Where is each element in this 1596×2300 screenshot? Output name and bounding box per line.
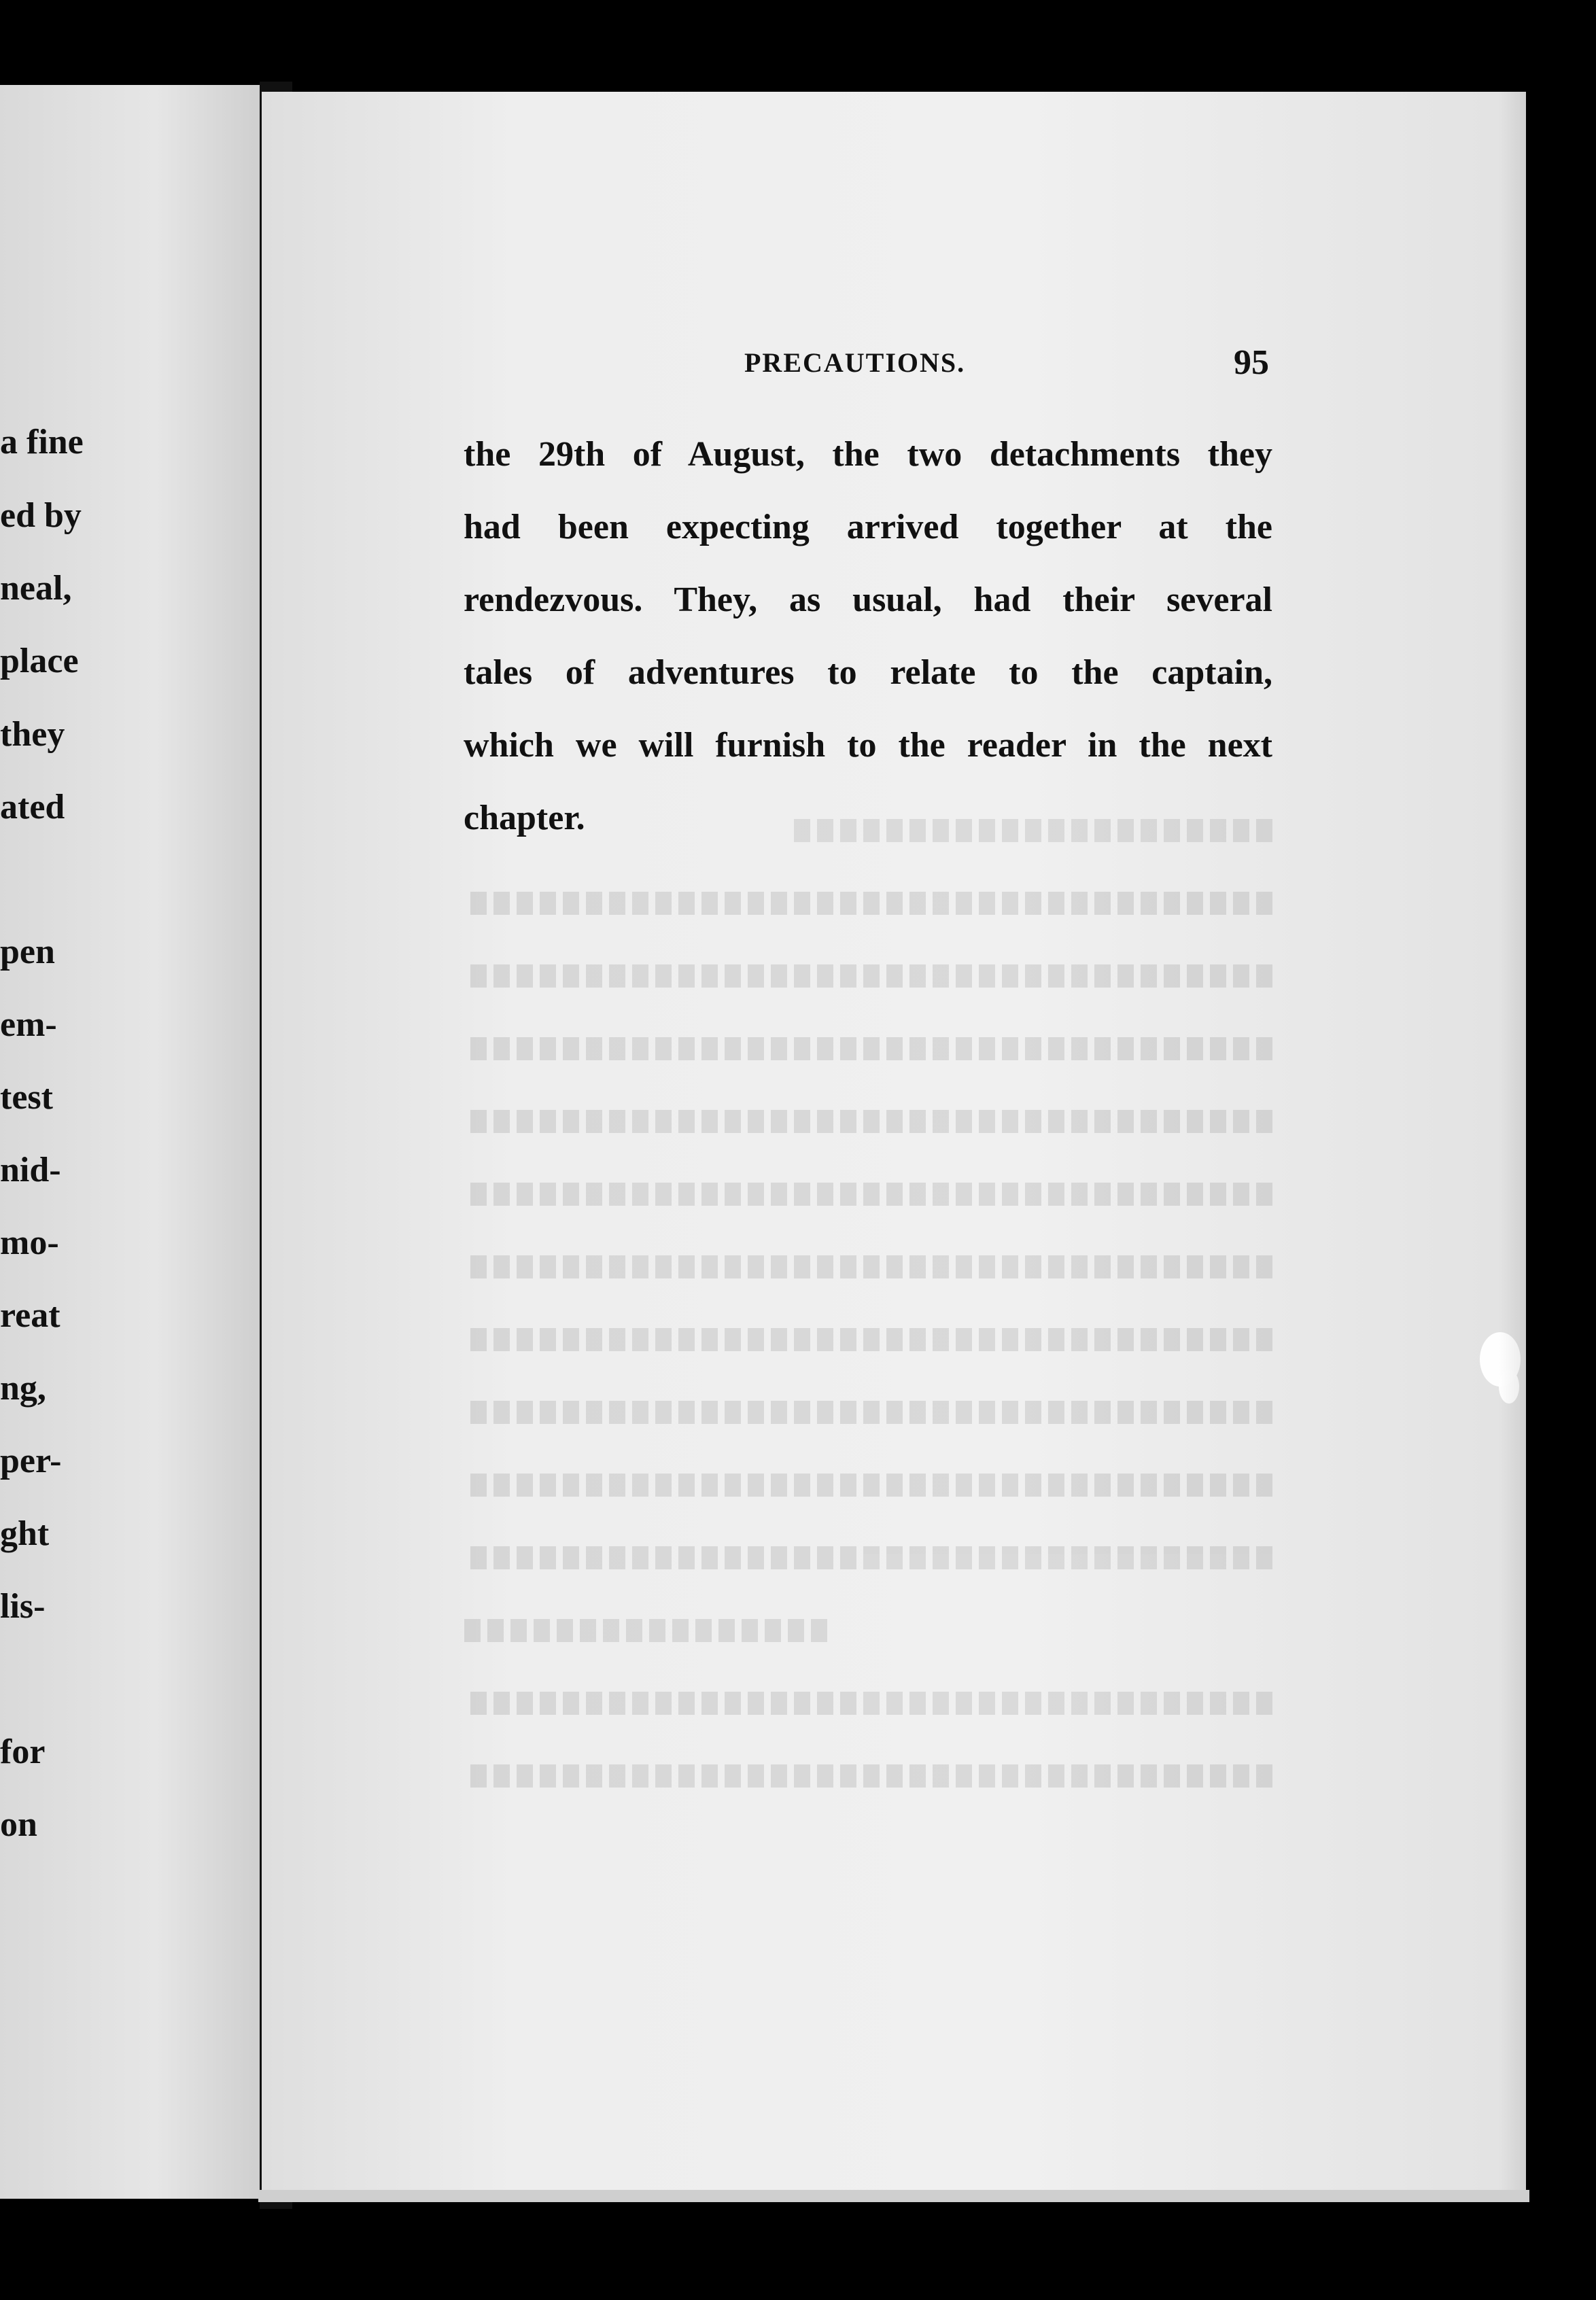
left-page-line: pen xyxy=(0,933,55,971)
left-page-line: per- xyxy=(0,1442,62,1480)
left-page-line: em- xyxy=(0,1005,57,1044)
left-page-line: ng, xyxy=(0,1369,46,1408)
page-bottom-edge xyxy=(258,2190,1529,2202)
body-text-line: chapter. xyxy=(464,799,585,837)
left-page-line: on xyxy=(0,1805,37,1844)
left-page-line: lis- xyxy=(0,1587,46,1626)
left-page xyxy=(0,85,260,2199)
left-page-line: ght xyxy=(0,1514,50,1553)
body-text-line: which we will furnish to the reader in the next xyxy=(464,726,1272,765)
left-page-line: ated xyxy=(0,788,65,826)
left-page-line: test xyxy=(0,1078,53,1117)
body-text-line: tales of adventures to relate to the captain, xyxy=(464,653,1272,692)
left-page-line: neal, xyxy=(0,569,72,608)
left-page-line: a fine xyxy=(0,423,84,461)
body-text-line: rendezvous. They, as usual, had their several xyxy=(464,580,1272,619)
left-page-line: they xyxy=(0,715,65,754)
page-header xyxy=(262,343,1526,387)
paper-blemish xyxy=(1480,1332,1521,1387)
right-page xyxy=(262,92,1526,2192)
left-page-line: nid- xyxy=(0,1151,61,1189)
left-page-line: for xyxy=(0,1732,46,1771)
left-page-line: reat xyxy=(0,1296,60,1335)
show-through-text xyxy=(464,799,1272,1784)
page-number: 95 xyxy=(1234,343,1269,382)
paper-blemish xyxy=(1499,1370,1519,1404)
left-page-line: place xyxy=(0,642,79,680)
left-page-line: ed by xyxy=(0,496,82,535)
running-head: PRECAUTIONS. xyxy=(744,347,966,378)
body-text-line: the 29th of August, the two detachments they xyxy=(464,435,1272,474)
left-page-line: mo- xyxy=(0,1223,59,1262)
body-text-line: had been expecting arrived together at the xyxy=(464,508,1272,546)
